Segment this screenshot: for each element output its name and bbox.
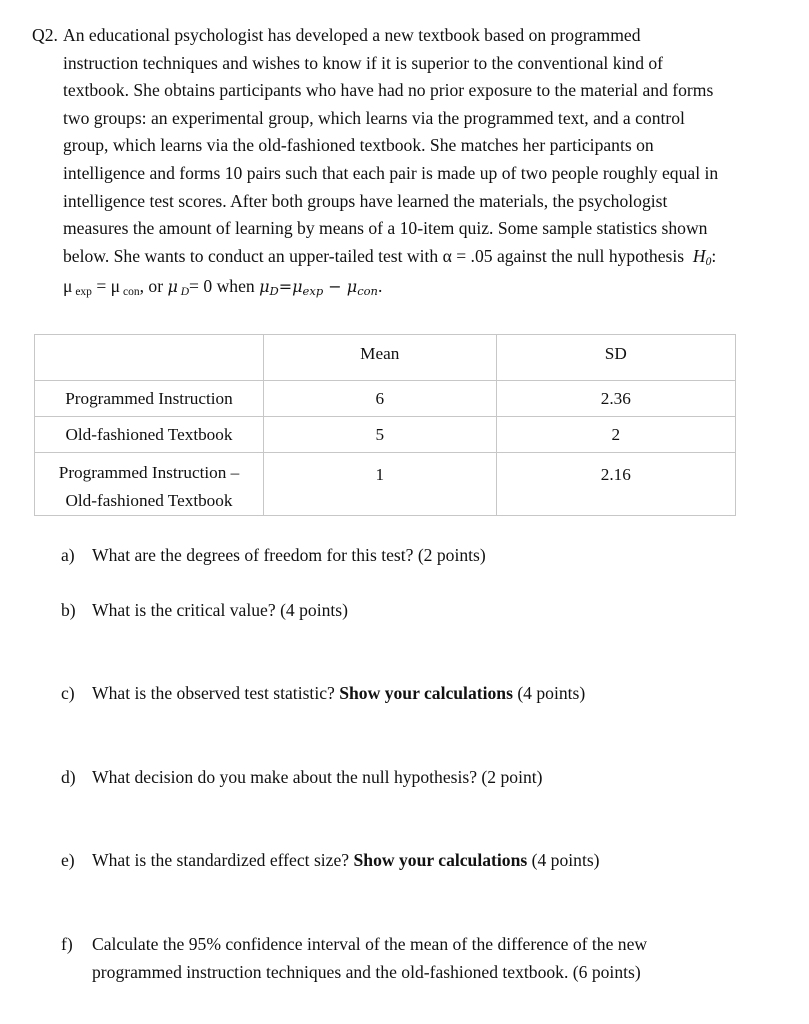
subquestion-line: Calculate the 95% confidence interval of the mean of the difference of the new (92, 934, 648, 954)
question-stem (32, 22, 792, 304)
exp-subscript: exp (75, 286, 92, 299)
stem-line (63, 243, 792, 274)
subquestion-c (61, 679, 781, 707)
subquestion-text: What is the critical value? (4 points) (92, 600, 348, 620)
stem-line: group, which learns via the old-fashioned textbook. She matches her participants on (63, 135, 654, 156)
subquestion-text: What is the standardized effect size? Show your calculations (4 points) (92, 850, 600, 870)
subquestion-text: What decision do you make about the null hypothesis? (2 point) (92, 767, 543, 787)
subquestion-text (61, 930, 781, 986)
stem-line: textbook. She obtains participants who have had no prior exposure to the material and forms (63, 80, 714, 101)
mu-symbol: μ (167, 277, 178, 297)
header-cell-sd: SD (496, 335, 735, 381)
row-mean: 5 (263, 417, 496, 453)
subquestion-d (61, 763, 781, 791)
bold-instruction: Show your calculations (339, 683, 513, 703)
header-cell-empty (35, 335, 264, 381)
stats-table (34, 334, 736, 516)
row-sd: 2.16 (496, 453, 735, 516)
row-label (35, 453, 264, 516)
stem-line: measures the amount of learning by means of a 10-item quiz. Some sample statistics shown (63, 218, 708, 239)
header-cell-mean: Mean (263, 335, 496, 381)
table-row (35, 381, 736, 417)
subquestion-f (61, 930, 781, 986)
statistics-table (34, 334, 736, 511)
null-hypothesis-formula (63, 273, 792, 304)
equals-symbol: = (96, 276, 107, 297)
row-label-line: Old-fashioned Textbook (65, 491, 233, 510)
row-mean: 1 (263, 453, 496, 516)
subquestion-letter: c) (61, 683, 75, 703)
zero-when-text: = 0 when (189, 276, 255, 297)
h0-subscript: 0 (705, 255, 712, 268)
subquestion-line: programmed instruction techniques and the old-fashioned textbook. (6 points) (92, 962, 641, 982)
con-subscript: con (122, 286, 140, 299)
mu-symbol: μ (110, 276, 121, 297)
table-row (35, 453, 736, 516)
question-body (32, 22, 792, 304)
subquestion-b (61, 596, 781, 624)
subquestion-letter: a) (61, 545, 75, 565)
period: . (377, 276, 383, 297)
d-subscript: D (180, 286, 190, 299)
h0-letter: H (692, 245, 706, 266)
subquestion-letter: f) (61, 934, 73, 954)
table-header-row (35, 335, 736, 381)
row-sd: 2 (496, 417, 735, 453)
subquestion-letter: d) (61, 767, 76, 787)
subquestion-e (61, 846, 781, 874)
subquestion-a (61, 541, 781, 569)
row-label-line: Programmed Instruction – (58, 463, 240, 482)
question-number: Q2. (32, 25, 58, 45)
row-sd: 2.36 (496, 381, 735, 417)
table-row (35, 417, 736, 453)
stem-line: intelligence and forms 10 pairs such that each pair is made up of two people roughly equal in (63, 162, 719, 183)
bold-instruction: Show your calculations (353, 850, 528, 870)
h0-colon: : (711, 245, 717, 266)
null-hypothesis-label (693, 246, 711, 266)
row-mean: 6 (263, 381, 496, 417)
stem-line-text: below. She wants to conduct an upper-tailed test with α = .05 against the null hypothesis (63, 245, 685, 266)
or-text: , or (139, 276, 164, 297)
stem-line: instruction techniques and wishes to know if it is superior to the conventional kind of (63, 52, 664, 73)
subquestion-text: What are the degrees of freedom for this test? (2 points) (92, 545, 486, 565)
stem-line: two groups: an experimental group, which learns via the programmed text, and a control (63, 107, 685, 128)
row-label: Old-fashioned Textbook (35, 417, 264, 453)
subquestion-letter: e) (61, 850, 75, 870)
stem-line: An educational psychologist has developed a new textbook based on programmed (63, 25, 641, 45)
mu-d-definition: μD=μexp − μcon (259, 277, 378, 299)
stem-line: intelligence test scores. After both groups have learned the materials, the psychologist (63, 190, 668, 211)
subquestion-text: What is the observed test statistic? Show your calculations (4 points) (92, 683, 586, 703)
row-label: Programmed Instruction (35, 381, 264, 417)
mu-symbol: μ (63, 276, 73, 297)
subquestion-letter: b) (61, 600, 76, 620)
